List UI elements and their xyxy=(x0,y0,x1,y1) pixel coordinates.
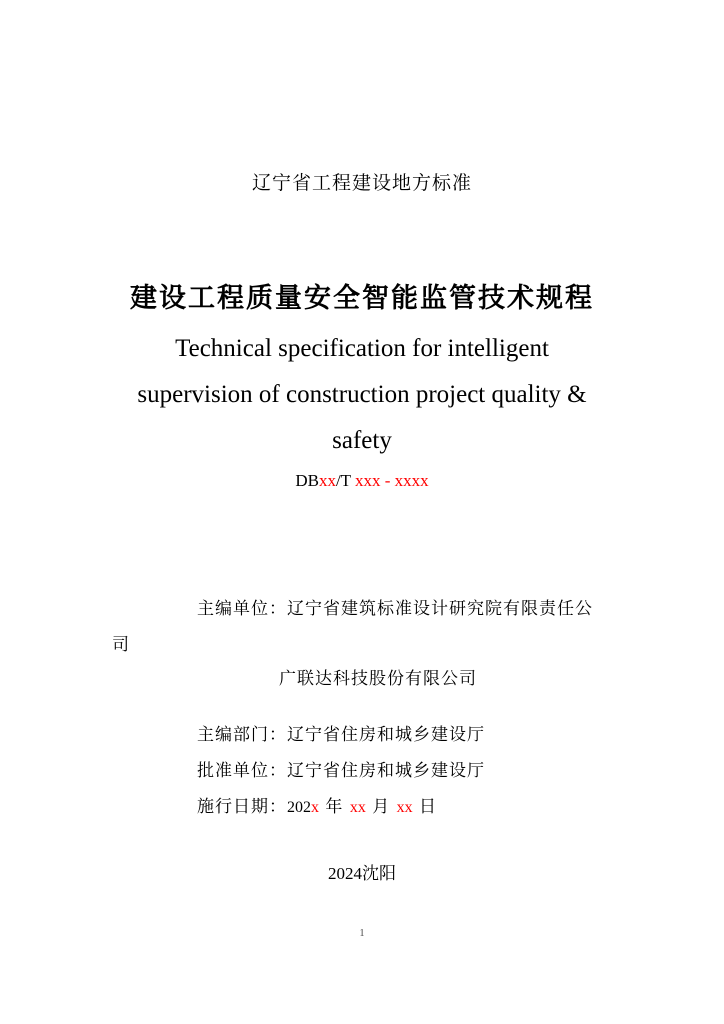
approval-unit-value: 辽宁省住房和城乡建设厅 xyxy=(287,761,485,781)
approval-unit-line xyxy=(197,756,485,781)
implementation-date-label: 施行日期： xyxy=(197,797,287,817)
publication-place: 沈阳 xyxy=(362,864,396,884)
editor-department-line xyxy=(197,720,485,745)
implementation-year-prefix: 202 xyxy=(287,799,311,816)
code-region-placeholder: xx xyxy=(318,471,336,490)
code-separator: - xyxy=(380,471,395,490)
editor-department-label: 主编部门： xyxy=(197,725,287,745)
implementation-date-line xyxy=(197,792,437,817)
editor-unit-value: 辽宁省建筑标准设计研究院有限责任公 xyxy=(287,599,593,619)
editor-department-value: 辽宁省住房和城乡建设厅 xyxy=(287,725,485,745)
standard-type-heading: 辽宁省工程建设地方标准 xyxy=(251,172,472,194)
document-title-english-line-1: Technical specification for intelligent xyxy=(175,335,549,362)
code-prefix: DB xyxy=(295,471,319,490)
implementation-month-unit: 月 xyxy=(365,797,397,817)
page-number: 1 xyxy=(359,928,365,939)
code-type: /T xyxy=(335,471,355,490)
code-number-placeholder: xxx xyxy=(355,471,381,490)
implementation-year-unit: 年 xyxy=(319,797,350,817)
implementation-year-placeholder: x xyxy=(311,799,319,816)
document-title-english-line-2: supervision of construction project quality & xyxy=(137,381,587,408)
co-editor-unit: 广联达科技股份有限公司 xyxy=(279,669,477,689)
implementation-month-placeholder: xx xyxy=(349,799,366,816)
publication-place-year xyxy=(0,859,724,884)
implementation-day-unit: 日 xyxy=(412,797,438,817)
document-title-chinese: 建设工程质量安全智能监管技术规程 xyxy=(130,283,594,314)
editor-unit-line xyxy=(197,594,593,619)
document-title-english-line-3: safety xyxy=(332,427,392,454)
code-year-placeholder: xxxx xyxy=(394,471,429,490)
standard-code xyxy=(0,471,724,491)
editor-unit-wrap: 司 xyxy=(112,635,130,655)
publication-year: 2024 xyxy=(328,864,362,883)
implementation-day-placeholder: xx xyxy=(396,799,413,816)
approval-unit-label: 批准单位： xyxy=(197,761,287,781)
editor-unit-label: 主编单位： xyxy=(197,599,287,619)
